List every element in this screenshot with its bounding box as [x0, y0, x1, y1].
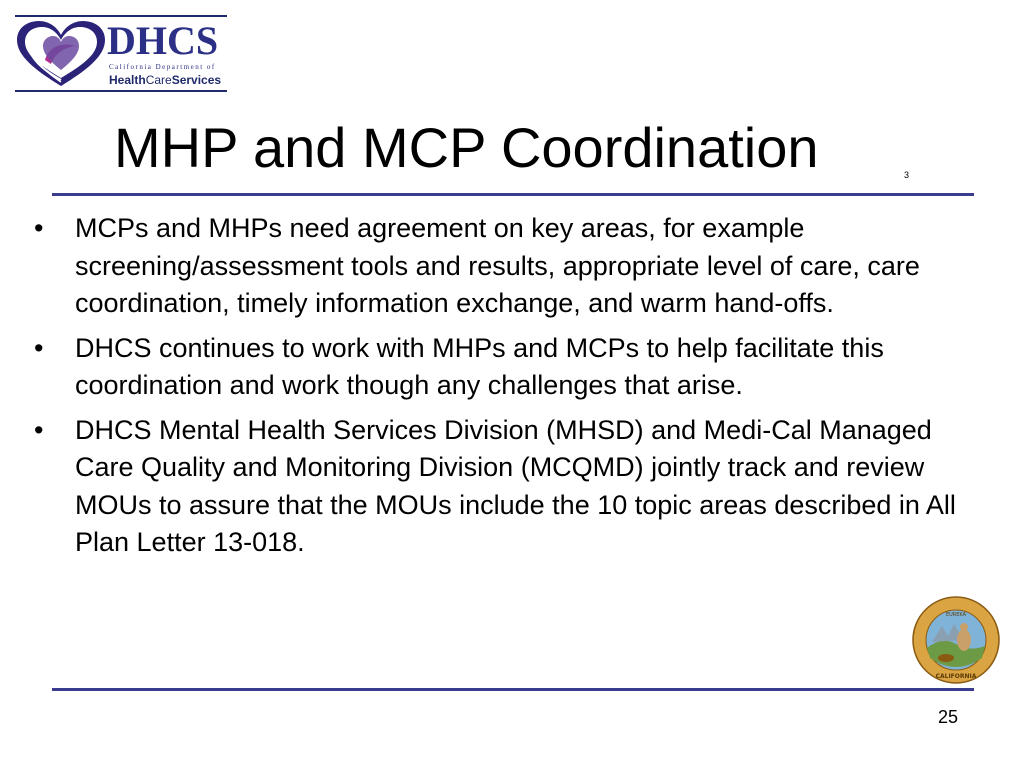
bullet-text: MCPs and MHPs need agreement on key areas, for example screening/assessment tools and results, appropriate level of care, care coordination, timely information exchange, and warm hand-offs.: [75, 213, 920, 318]
bullet-text: DHCS continues to work with MHPs and MCPs to help facilitate this coordination and work though any challenges that arise.: [75, 332, 884, 400]
logo-brand-text: DHCS: [107, 18, 219, 63]
list-item: [30, 412, 970, 562]
dhcs-logo: [15, 15, 227, 92]
california-seal-icon: [912, 596, 1000, 684]
bullet-list: [30, 210, 970, 569]
heart-logo-icon: [15, 20, 107, 90]
seal-bottom-text: CALIFORNIA: [935, 673, 977, 680]
slide-title: MHP and MCP Coordination: [114, 116, 819, 179]
bottom-divider: [52, 688, 974, 691]
seal-motto: EUREKA: [945, 612, 967, 618]
logo-care: Care: [145, 73, 172, 87]
logo-subtitle: California Department of: [109, 63, 216, 71]
bullet-marker: •: [34, 414, 44, 445]
logo-health: Health: [109, 73, 146, 87]
list-item: [30, 330, 970, 405]
page-number: 25: [938, 707, 959, 727]
logo-agency-name: [109, 73, 221, 87]
logo-services: Services: [171, 73, 222, 87]
title-footnote-marker: 3: [904, 170, 910, 180]
top-divider: [52, 193, 974, 196]
bullet-text: DHCS Mental Health Services Division (MHSD) and Medi-Cal Managed Care Quality and Monitoring Division (MCQMD) jointly track and review MOUs to assure that the MOUs include the 10 topic areas described in All Plan Letter 13-018.: [75, 414, 956, 557]
bullet-marker: •: [34, 213, 44, 243]
list-item: [30, 210, 970, 323]
bullet-marker: •: [34, 332, 44, 363]
